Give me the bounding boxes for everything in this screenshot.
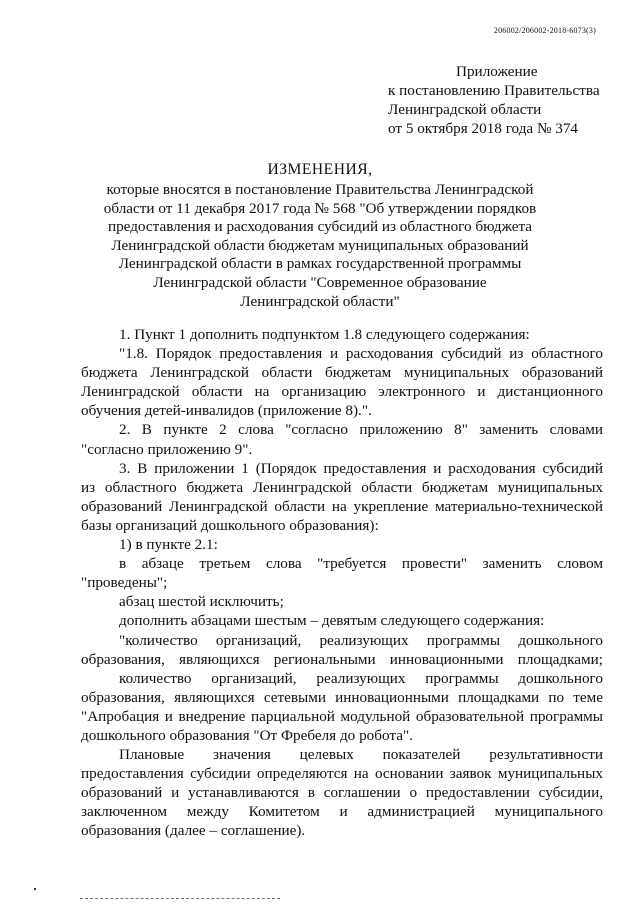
- body-line: 1) в пункте 2.1:: [119, 536, 218, 554]
- body-line: базы организаций дошкольного образования):: [81, 516, 379, 534]
- document-subtitle: [60, 181, 580, 311]
- appendix-line: от 5 октября 2018 года № 374: [388, 120, 579, 137]
- body-line: предоставления субсидии определяются на основании заявок муниципальных: [81, 765, 603, 783]
- body-line: 1. Пункт 1 дополнить подпунктом 1.8 следующего содержания:: [119, 326, 530, 343]
- appendix-line: Приложение: [456, 63, 538, 80]
- body-line: в абзаце третьем слова "требуется провести" заменить словом: [119, 555, 603, 573]
- body-line: Ленинградской области на организацию электронного и дистанционного: [81, 383, 603, 401]
- scan-speck: [34, 888, 36, 890]
- body-line: "количество организаций, реализующих программы дошкольного: [119, 631, 603, 649]
- subtitle-line: предоставления и расходования субсидий из областного бюджета: [107, 218, 533, 236]
- body-line: обучения детей-инвалидов (приложение 8).".: [81, 402, 372, 420]
- appendix-line: к постановлению Правительства: [388, 82, 600, 99]
- body-line: дополнить абзацами шестым – девятым следующего содержания:: [119, 612, 545, 630]
- document-body: [81, 325, 603, 841]
- subtitle-line: которые вносятся в постановление Правительства Ленинградской: [106, 181, 534, 198]
- subtitle-line: Ленинградской области бюджетам муниципальных образований: [111, 236, 529, 254]
- body-line: 2. В пункте 2 слова "согласно приложению 8" заменить словами: [119, 421, 603, 439]
- body-line: образования, являющихся региональными инновационными площадками;: [81, 650, 603, 668]
- body-line: абзац шестой исключить;: [119, 593, 284, 611]
- body-line: "1.8. Порядок предоставления и расходования субсидий из областного: [119, 345, 603, 363]
- body-line: образований Ленинградской области на укрепление материально-технической: [81, 497, 603, 515]
- body-line: "согласно приложению 9".: [81, 440, 253, 458]
- body-line: из областного бюджета Ленинградской области бюджетам муниципальных: [81, 478, 603, 496]
- body-line: заключенном между Комитетом и администрацией муниципального: [81, 803, 603, 821]
- body-line: Плановые значения целевых показателей результативности: [119, 746, 603, 764]
- body-line: 3. В приложении 1 (Порядок предоставления и расходования субсидий: [119, 459, 603, 477]
- appendix-line: Ленинградской области: [388, 101, 542, 118]
- appendix-block: [388, 62, 600, 138]
- document-id: 206002/206002-2018-6073(3): [493, 26, 596, 35]
- body-line: образования (далее – соглашение).: [81, 822, 306, 840]
- body-line: количество организаций, реализующих программы дошкольного: [119, 669, 603, 687]
- body-line: "Апробация и внедрение парциальной модульной образовательной программы: [81, 707, 603, 725]
- body-line: образований и устанавливаются в соглашении о предоставлении субсидии,: [81, 784, 603, 802]
- bottom-scan-mark: [80, 898, 280, 900]
- subtitle-line: Ленинградской области": [240, 292, 400, 310]
- document-title: ИЗМЕНЕНИЯ,: [267, 161, 373, 178]
- subtitle-line: Ленинградской области "Современное образование: [153, 273, 487, 291]
- body-line: дошкольного образования "От Фребеля до робота".: [81, 726, 413, 744]
- body-line: бюджета Ленинградской области бюджетам муниципальных образований: [81, 364, 603, 382]
- subtitle-line: области от 11 декабря 2017 года № 568 "Об утверждении порядков: [103, 199, 537, 217]
- subtitle-line: Ленинградской области в рамках государственной программы: [118, 255, 522, 273]
- body-line: образования, являющихся сетевыми инновационными площадками по теме: [81, 688, 603, 706]
- body-line: "проведены";: [81, 574, 168, 592]
